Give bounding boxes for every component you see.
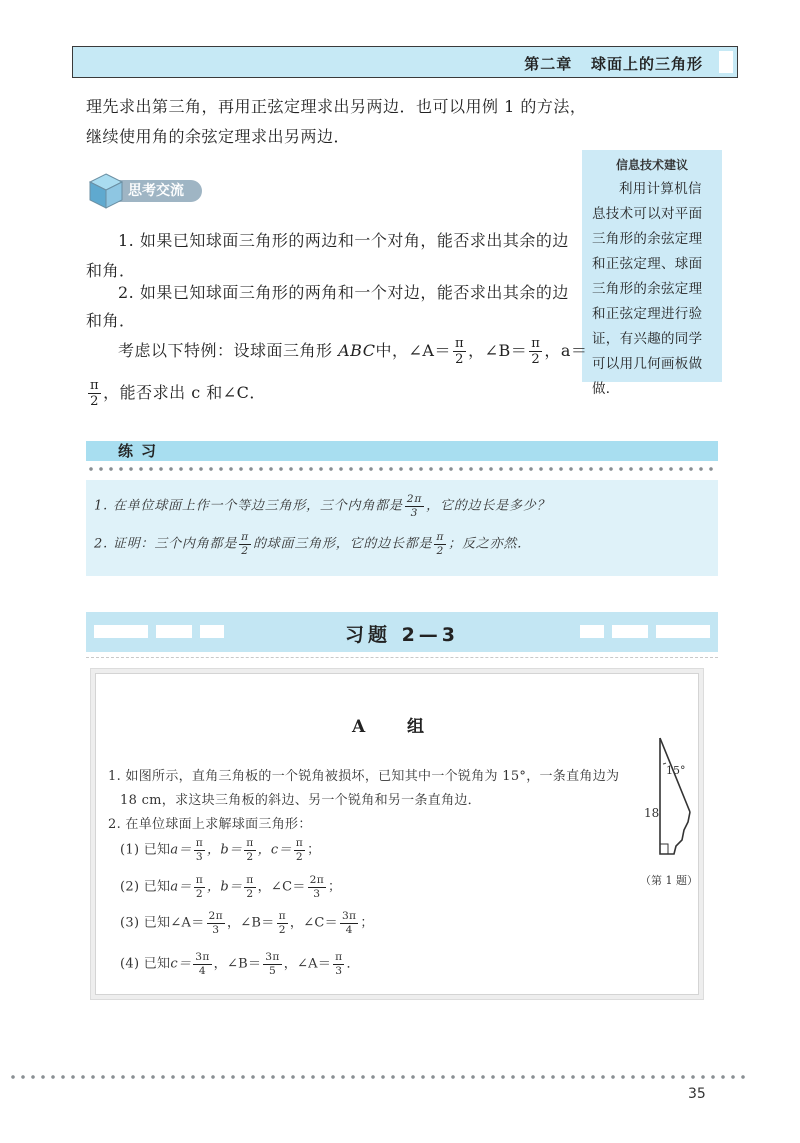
fraction: $\frac{\pi}{2}$ (195, 873, 204, 900)
think-example-line (118, 336, 587, 366)
sub-problem-3 (120, 911, 374, 935)
angle-b-label: ，∠B＝ (468, 341, 528, 360)
fraction: $\frac{\pi}{2}$ (436, 530, 445, 557)
equation-label: ，b＝ (207, 842, 243, 858)
equation-label: ，∠C＝ (257, 879, 306, 895)
fraction: $\frac{\pi}{2}$ (454, 335, 465, 367)
fraction: $\frac{\pi}{2}$ (246, 836, 254, 863)
sub-problem-label: (2) 已知 (120, 879, 171, 895)
fraction: $\frac{\pi}{2}$ (295, 836, 304, 863)
exercise-header-bar (86, 612, 718, 652)
equation-label: ，∠C＝ (289, 915, 338, 931)
practice-item-2-mid: 的球面三角形，它的边长都是 (252, 536, 433, 552)
fraction: $\frac{\pi}{3}$ (335, 950, 343, 977)
exercise-2-line: 2. 在单位球面上求解球面三角形： (108, 817, 312, 832)
think-example-end: ，能否求出 c 和∠C． (103, 383, 266, 402)
practice-item-2-end: ；反之亦然． (448, 536, 531, 552)
fraction: $\frac{2\pi}{3}$ (406, 492, 423, 519)
sub-problem-label: (3) 已知 (120, 915, 171, 931)
punctuation: ； (328, 879, 342, 895)
think-q1-line-1: 1. 如果已知球面三角形的两边和一个对角，能否求出其余的边 (118, 231, 569, 250)
figure-caption: （第 1 题） (640, 874, 698, 887)
sub-problem-4 (120, 952, 360, 976)
equation-label: ，c＝ (257, 842, 292, 858)
fraction: $\frac{3\pi}{5}$ (265, 950, 280, 977)
equation-label: ，b＝ (207, 879, 243, 895)
intro-line-1: 理先求出第三角，再用正弦定理求出另两边．也可以用例 1 的方法， (86, 97, 587, 116)
fraction: $\frac{\pi}{2}$ (278, 909, 286, 936)
fraction: $\frac{\pi}{2}$ (90, 377, 100, 409)
chapter-header-bar (72, 46, 738, 78)
angle-a-label: ∠A＝ (408, 341, 451, 360)
fraction: $\frac{\pi}{2}$ (531, 335, 541, 367)
practice-item-2-text: 2. 证明：三个内角都是 (94, 536, 238, 552)
practice-title-bar (86, 441, 718, 461)
equation-label: a＝ (170, 842, 192, 858)
sidebar-title: 信息技术建议 (615, 158, 688, 172)
think-exchange-badge (86, 172, 206, 206)
fraction: $\frac{\pi}{3}$ (195, 836, 204, 863)
figure-side-label: 18 (644, 806, 660, 820)
chapter-number: 第二章 (524, 55, 573, 73)
think-example-line-2 (86, 378, 266, 408)
think-exchange-label: 思考交流 (114, 180, 202, 202)
practice-item-1-end: ，它的边长是多少？ (426, 498, 551, 514)
fraction: $\frac{3\pi}{4}$ (195, 950, 210, 977)
sub-problem-label: (4) 已知 (120, 956, 171, 972)
equation-label: ，∠A＝ (283, 956, 332, 972)
equation-label: ，∠B＝ (226, 915, 275, 931)
fraction: $\frac{2\pi}{3}$ (309, 873, 325, 900)
fraction: $\frac{\pi}{2}$ (241, 530, 249, 557)
think-q2-line-2: 和角． (86, 311, 136, 330)
think-q1-line-2: 和角． (86, 261, 136, 280)
figure-angle-label: 15° (666, 764, 686, 777)
footer-dotted-divider (8, 1074, 748, 1080)
think-example-zhong: 中， (375, 341, 409, 360)
info-tech-sidebar (582, 150, 722, 397)
practice-box (86, 480, 718, 576)
dotted-divider (86, 466, 718, 472)
sub-problem-2 (120, 875, 341, 899)
equation-label: ∠A＝ (170, 915, 205, 931)
punctuation: ； (360, 915, 374, 931)
practice-item-1-text: 1. 在单位球面上作一个等边三角形，三个内角都是 (94, 498, 403, 514)
exercise-title: 习题 2—3 (344, 624, 460, 646)
side-a-label: ，a＝ (544, 341, 588, 360)
exercise-box (95, 673, 699, 995)
fraction: $\frac{\pi}{2}$ (246, 873, 254, 900)
practice-title: 练习 (118, 442, 165, 460)
chapter-header-text (524, 53, 703, 74)
group-a-title: A 组 (351, 717, 443, 737)
cube-icon (86, 172, 126, 212)
punctuation: ； (307, 842, 321, 858)
intro-line-2: 继续使用角的余弦定理求出另两边． (86, 127, 351, 146)
sub-problem-label: (1) 已知 (120, 842, 171, 858)
think-q2-line-1: 2. 如果已知球面三角形的两角和一个对边，能否求出其余的边 (118, 283, 569, 302)
triangle-figure (632, 734, 700, 884)
exercise-1-line-2: 18 cm，求这块三角板的斜边、另一个锐角和另一条直角边． (120, 793, 481, 808)
page-number: 35 (688, 1086, 706, 1102)
chapter-title: 球面上的三角形 (590, 55, 703, 73)
sidebar-body: 利用计算机信息技术可以对平面三角形的余弦定理和正弦定理、球面三角形的余弦定理和正弦定理进行验证，有兴趣的同学可以用几何画板做做． (592, 181, 703, 397)
think-example-prefix: 考虑以下特例：设球面三角形 (118, 341, 333, 360)
header-corner-decoration (719, 51, 733, 73)
sub-problem-1 (120, 838, 320, 862)
equation-label: ，∠B＝ (213, 956, 262, 972)
practice-item-2 (94, 532, 531, 556)
equation-label: c＝ (170, 956, 192, 972)
equation-label: a＝ (170, 879, 192, 895)
fraction: $\frac{3\pi}{4}$ (341, 909, 357, 936)
punctuation: ． (346, 956, 360, 972)
exercise-1-line-1: 1. 如图所示，直角三角板的一个锐角被损坏，已知其中一个锐角为 15°，一条直角边为 (108, 769, 620, 784)
triangle-label: ABC (338, 341, 376, 360)
practice-item-1 (94, 494, 550, 518)
fraction: $\frac{2\pi}{3}$ (208, 909, 223, 936)
dashed-separator (86, 657, 718, 658)
